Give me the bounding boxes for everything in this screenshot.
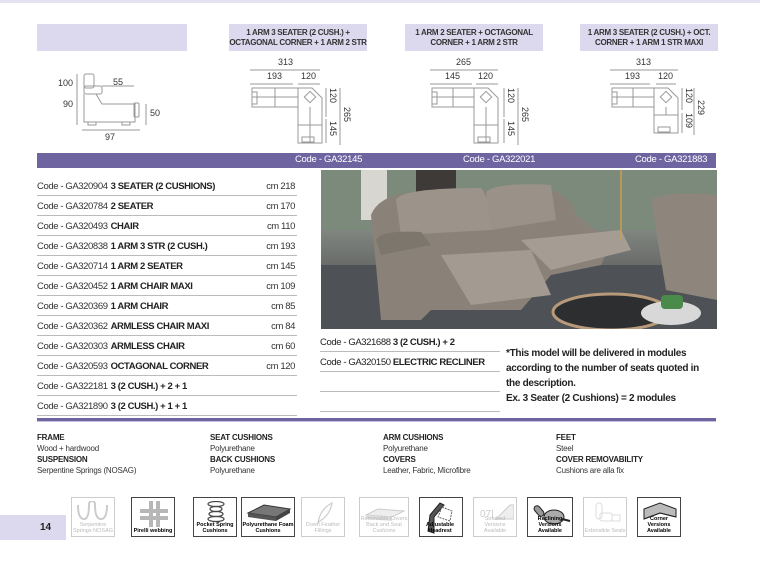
header-box-config-3 bbox=[580, 24, 718, 51]
page-number: 14 bbox=[0, 515, 66, 540]
dim-seg1: 193 bbox=[267, 71, 283, 81]
product-code: Code - GA320369 bbox=[37, 301, 108, 312]
product-code: Code - GA320150 bbox=[320, 357, 391, 368]
product-name: ELECTRIC RECLINER bbox=[392, 357, 485, 368]
code-bar bbox=[37, 153, 716, 168]
removable-covers-icon bbox=[359, 497, 409, 537]
product-name: 3 (2 CUSH.) + 2 + 1 bbox=[110, 381, 187, 392]
product-row bbox=[37, 278, 297, 296]
top-border bbox=[0, 0, 760, 3]
icon-label: Pirelli webbing bbox=[133, 528, 173, 534]
spec-value: Polyurethane bbox=[210, 444, 255, 453]
product-code: Code - GA320714 bbox=[37, 261, 108, 272]
spec-title: SUSPENSION bbox=[37, 455, 88, 464]
product-code: Code - GA320303 bbox=[37, 341, 108, 352]
product-row bbox=[37, 398, 297, 416]
dim-seg2: 120 bbox=[301, 71, 317, 81]
spec-value: Steel bbox=[556, 444, 574, 453]
icon-label: Removable Covers Back and Seat Cushions bbox=[360, 516, 408, 534]
dim-v1: 120 bbox=[506, 88, 516, 104]
icon-label: Down Feather Fillings bbox=[305, 522, 341, 534]
product-size: cm 193 bbox=[266, 241, 295, 252]
product-name: 1 ARM CHAIR MAXI bbox=[110, 281, 193, 292]
header-box-config-1 bbox=[229, 24, 367, 51]
product-row-right-empty bbox=[320, 394, 500, 412]
product-size: cm 85 bbox=[271, 301, 295, 312]
product-name: 3 (2 CUSH.) + 1 + 1 bbox=[110, 401, 187, 412]
code-config-3: Code - GA321883 bbox=[635, 154, 708, 165]
product-code: Code - GA320904 bbox=[37, 181, 108, 192]
product-name: 3 (2 CUSH.) + 2 bbox=[392, 337, 455, 348]
spec-column-3 bbox=[383, 432, 471, 476]
product-row-right bbox=[320, 334, 500, 352]
dim-v-total: 265 bbox=[342, 107, 352, 123]
product-row-right bbox=[320, 354, 500, 372]
note-line: the description. bbox=[506, 378, 576, 389]
product-size: cm 109 bbox=[266, 281, 295, 292]
product-row bbox=[37, 198, 297, 216]
code-config-2: Code - GA322021 bbox=[463, 154, 536, 165]
corner-diagram-1 bbox=[240, 55, 380, 155]
product-code: Code - GA320362 bbox=[37, 321, 108, 332]
recliner-icon bbox=[527, 497, 573, 537]
extensible-seats-icon bbox=[583, 497, 627, 537]
product-code: Code - GA322181 bbox=[37, 381, 108, 392]
foam-cushion-icon bbox=[241, 497, 295, 537]
svg-text:07|: 07| bbox=[480, 509, 494, 520]
product-size: cm 110 bbox=[266, 221, 295, 232]
product-code: Code - GA320784 bbox=[37, 201, 108, 212]
dim-seg2: 120 bbox=[658, 71, 674, 81]
spec-value: Leather, Fabric, Microfibre bbox=[383, 466, 471, 475]
product-row bbox=[37, 298, 297, 316]
product-name: 1 ARM 3 STR (2 CUSH.) bbox=[110, 241, 208, 252]
product-code: Code - GA320452 bbox=[37, 281, 108, 292]
icon-label: Sofabed Versions Available bbox=[483, 516, 507, 534]
spec-value: Serpentine Springs (NOSAG) bbox=[37, 466, 137, 475]
spec-value: Cushions are alla fix bbox=[556, 466, 624, 475]
dim-v2: 145 bbox=[506, 121, 516, 137]
product-code: Code - GA320493 bbox=[37, 221, 108, 232]
dim-v1: 120 bbox=[328, 88, 338, 104]
dim-v2: 145 bbox=[328, 121, 338, 137]
product-name: 2 SEATER bbox=[110, 201, 154, 212]
dim-height-total: 100 bbox=[58, 78, 74, 88]
product-row bbox=[37, 258, 297, 276]
spec-value: Polyurethane bbox=[210, 466, 255, 475]
product-row bbox=[37, 218, 297, 236]
product-code: Code - GA321688 bbox=[320, 337, 391, 348]
spec-column-2 bbox=[210, 432, 275, 476]
product-name: OCTAGONAL CORNER bbox=[110, 361, 209, 372]
product-name: 1 ARM 2 SEATER bbox=[110, 261, 183, 272]
spec-value: Wood + hardwood bbox=[37, 444, 100, 453]
feather-icon bbox=[301, 497, 345, 537]
spec-title: SEAT CUSHIONS bbox=[210, 433, 273, 442]
header-box-config-2 bbox=[405, 24, 543, 51]
header-box-label: 1 ARM 3 SEATER (2 CUSH.) + OCTAGONAL CORNER + 1 ARM 2 STR bbox=[229, 27, 367, 47]
spec-title: BACK CUSHIONS bbox=[210, 455, 275, 464]
spec-column-1 bbox=[37, 432, 136, 476]
product-row-right-empty bbox=[320, 374, 500, 392]
product-code: Code - GA320593 bbox=[37, 361, 108, 372]
product-row bbox=[37, 378, 297, 396]
product-size: cm 84 bbox=[271, 321, 295, 332]
corner-sofa-plan-icon bbox=[240, 55, 380, 155]
dim-v-total: 229 bbox=[696, 100, 706, 116]
spec-title: ARM CUSHIONS bbox=[383, 433, 444, 442]
product-name: CHAIR bbox=[110, 221, 139, 232]
corner-sofa-plan-icon bbox=[600, 55, 730, 155]
spec-value: Polyurethane bbox=[383, 444, 428, 453]
dim-total-width: 313 bbox=[278, 57, 294, 67]
icon-label: Serpentine Springs NOSAG bbox=[72, 522, 114, 534]
product-photo bbox=[321, 170, 717, 329]
note-line: Ex. 3 Seater (2 Cushions) = 2 modules bbox=[506, 393, 676, 404]
side-profile-diagram bbox=[30, 60, 180, 150]
product-size: cm 218 bbox=[266, 181, 295, 192]
section-divider-light bbox=[37, 421, 716, 422]
pocket-spring-icon bbox=[193, 497, 237, 537]
dim-seg1: 193 bbox=[625, 71, 641, 81]
sofabed-icon bbox=[473, 497, 517, 537]
icon-label: Extensible Seats bbox=[584, 528, 626, 534]
product-row bbox=[37, 358, 297, 376]
header-box-label: 1 ARM 2 SEATER + OCTAGONAL CORNER + 1 ARM 2 STR bbox=[415, 27, 533, 47]
corner-sofa-icon bbox=[637, 497, 681, 537]
corner-diagram-3 bbox=[600, 55, 730, 155]
dim-height-back: 90 bbox=[63, 99, 74, 109]
spec-title: COVER REMOVABILITY bbox=[556, 455, 643, 464]
note-line: according to the number of seats quoted in bbox=[506, 363, 699, 374]
adjustable-headrest-icon bbox=[419, 497, 463, 537]
spec-title: FEET bbox=[556, 433, 576, 442]
icon-label: Pocket Spring Cushions bbox=[196, 522, 234, 534]
dim-total-width: 313 bbox=[636, 57, 652, 67]
spec-column-4 bbox=[556, 432, 643, 476]
spec-title: COVERS bbox=[383, 455, 416, 464]
product-name: 3 SEATER (2 CUSHIONS) bbox=[110, 181, 215, 192]
icon-label: Reclining Versions Available bbox=[537, 516, 563, 534]
icon-label: Corner Versions Available bbox=[647, 516, 671, 534]
product-name: ARMLESS CHAIR MAXI bbox=[110, 321, 209, 332]
pirelli-webbing-icon bbox=[131, 497, 175, 537]
dim-total-width: 265 bbox=[456, 57, 472, 67]
product-row bbox=[37, 238, 297, 256]
delivery-note bbox=[506, 346, 721, 406]
header-box-blank bbox=[37, 24, 187, 51]
header-box-label: 1 ARM 3 SEATER (2 CUSH.) + OCT. CORNER + 1 ARM 1 STR MAXI bbox=[587, 27, 711, 47]
product-row bbox=[37, 338, 297, 356]
dim-seat-depth: 55 bbox=[113, 77, 124, 87]
icon-label: Adjustable Headrest bbox=[425, 522, 455, 534]
product-row bbox=[37, 178, 297, 196]
code-config-1: Code - GA32145 bbox=[295, 154, 363, 165]
product-size: cm 170 bbox=[266, 201, 295, 212]
note-line: *This model will be delivered in modules bbox=[506, 348, 687, 359]
product-name: 1 ARM CHAIR bbox=[110, 301, 169, 312]
dim-seg1: 145 bbox=[445, 71, 461, 81]
dim-v1: 120 bbox=[684, 88, 694, 104]
dim-v2: 109 bbox=[684, 113, 694, 129]
product-size: cm 60 bbox=[271, 341, 295, 352]
sofa-photo-image bbox=[321, 170, 717, 329]
dim-seg2: 120 bbox=[478, 71, 494, 81]
serpentine-springs-icon bbox=[71, 497, 115, 537]
product-size: cm 120 bbox=[266, 361, 295, 372]
corner-sofa-plan-icon bbox=[420, 55, 560, 155]
corner-diagram-2 bbox=[420, 55, 560, 155]
dim-seat-height: 50 bbox=[150, 108, 161, 118]
dim-v-total: 265 bbox=[520, 107, 530, 123]
product-row bbox=[37, 318, 297, 336]
product-code: Code - GA321890 bbox=[37, 401, 108, 412]
product-name: ARMLESS CHAIR bbox=[110, 341, 185, 352]
dim-depth: 97 bbox=[105, 132, 116, 142]
product-code: Code - GA320838 bbox=[37, 241, 108, 252]
icon-label: Polyurethane Foam Cushions bbox=[242, 522, 294, 534]
product-size: cm 145 bbox=[266, 261, 295, 272]
spec-title: FRAME bbox=[37, 433, 65, 442]
